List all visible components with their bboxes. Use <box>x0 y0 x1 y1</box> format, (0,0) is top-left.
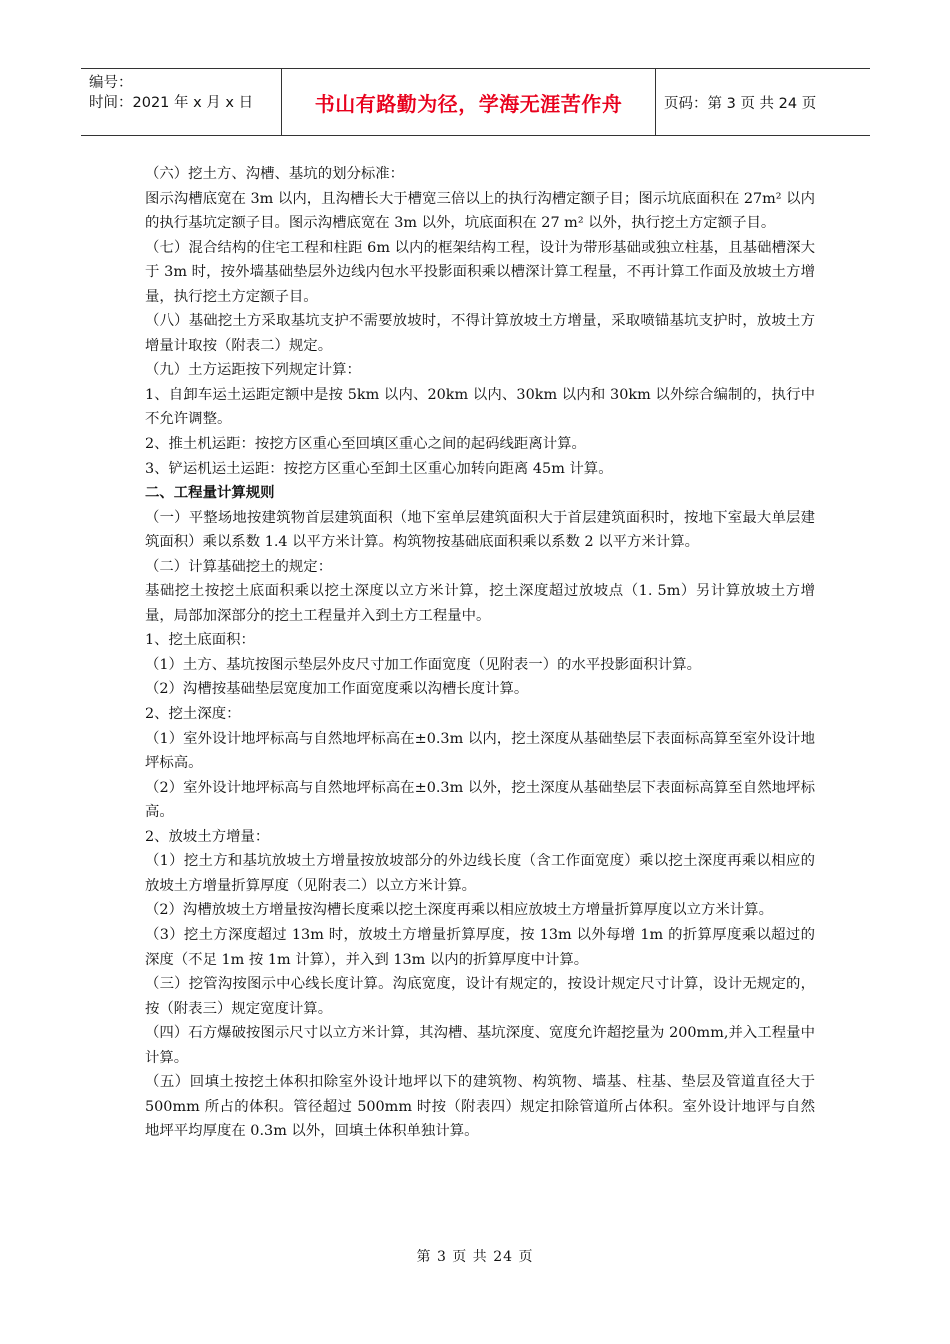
page-footer: 第 3 页 共 24 页 <box>416 1249 534 1265</box>
paragraph: （1）室外设计地坪标高与自然地坪标高在±0.3m 以内，挖土深度从基础垫层下表面标高算至室外设计地坪标高。 <box>145 730 815 772</box>
document-header <box>81 68 870 136</box>
paragraph: （3）挖土方深度超过 13m 时，放坡土方增量折算厚度，按 13m 以外每增 1m 的折算厚度乘以超过的深度（不足 1m 按 1m 计算），并入到 13m 以内的折算厚度中计算。 <box>145 926 815 968</box>
paragraph: （二）计算基础挖土的规定： <box>145 558 333 575</box>
paragraph: （一）平整场地按建筑物首层建筑面积（地下室单层建筑面积大于首层建筑面积时，按地下室最大单层建筑面积）乘以系数 1.4 以平方米计算。构筑物按基础底面积乘以系数 2 以平方米计算。 <box>145 509 815 551</box>
paragraph: 图示沟槽底宽在 3m 以内，且沟槽长大于槽宽三倍以上的执行沟槽定额子目；图示坑底面积在 27m² 以内的执行基坑定额子目。图示沟槽底宽在 3m 以外，坑底面积在 27 m² 以外，执行挖土方定额子目。 <box>145 190 815 232</box>
paragraph: （2）沟槽按基础垫层宽度加工作面宽度乘以沟槽长度计算。 <box>145 681 529 698</box>
document-number-label: 编号： <box>89 75 133 91</box>
paragraph: 2、推土机运距：按挖方区重心至回填区重心之间的起码线距离计算。 <box>145 436 586 453</box>
paragraph: （三）挖管沟按图示中心线长度计算。沟底宽度，设计有规定的，按设计规定尺寸计算，设计无规定的，按（附表三）规定宽度计算。 <box>145 976 815 1017</box>
paragraph: （八）基础挖土方采取基坑支护不需要放坡时，不得计算放坡土方增量，采取喷锚基坑支护时，放坡土方增量计取按（附表二）规定。 <box>145 313 815 354</box>
header-motto: 书山有路勤为径，学海无涯苦作舟 <box>282 69 656 135</box>
header-meta-cell <box>81 69 282 135</box>
paragraph: 3、铲运机运土运距：按挖方区重心至卸土区重心加转向距离 45m 计算。 <box>145 460 613 477</box>
paragraph: （2）室外设计地坪标高与自然地坪标高在±0.3m 以外，挖土深度从基础垫层下表面标高算至自然地坪标高。 <box>145 779 815 821</box>
paragraph: （五）回填土按挖土体积扣除室外设计地坪以下的建筑物、构筑物、墙基、柱基、垫层及管道直径大于 500mm 所占的体积。管径超过 500mm 时按（附表四）规定扣除管道所占体积。室外设计地评与自然地坪平均厚度在 0.3m 以外，回填土体积单独计算。 <box>145 1074 815 1140</box>
paragraph: （1）挖土方和基坑放坡土方增量按放坡部分的外边线长度（含工作面宽度）乘以挖土深度再乘以相应的放坡土方增量折算厚度（见附表二）以立方米计算。 <box>145 853 815 894</box>
paragraph: 2、挖土深度： <box>145 706 241 723</box>
paragraph: 1、自卸车运土运距定额中是按 5km 以内、20km 以内、30km 以内和 30km 以外综合编制的，执行中不允许调整。 <box>145 386 815 428</box>
paragraph: （1）土方、基坑按图示垫层外皮尺寸加工作面宽度（见附表一）的水平投影面积计算。 <box>145 656 702 673</box>
paragraph: （2）沟槽放坡土方增量按沟槽长度乘以挖土深度再乘以相应放坡土方增量折算厚度以立方米计算。 <box>145 902 773 919</box>
paragraph: （四）石方爆破按图示尺寸以立方米计算，其沟槽、基坑深度、宽度允许超挖量为 200mm,并入工程量中计算。 <box>145 1025 815 1066</box>
paragraph: （九）土方运距按下列规定计算： <box>145 362 361 379</box>
paragraph: （七）混合结构的住宅工程和柱距 6m 以内的框架结构工程，设计为带形基础或独立柱基，且基础槽深大于 3m 时，按外墙基础垫层外边线内包水平投影面积乘以槽深计算工程量，不再计算工作面及放坡土方增量，执行挖土方定额子目。 <box>145 239 815 305</box>
paragraph: 2、放坡土方增量： <box>145 828 270 845</box>
document-date-label: 时间：2021 年 x 月 x 日 <box>89 95 254 111</box>
document-body <box>145 162 815 1144</box>
section-heading: 二、工程量计算规则 <box>145 484 275 502</box>
header-page-label: 页码：第 3 页 共 24 页 <box>664 95 817 112</box>
paragraph: 1、挖土底面积： <box>145 632 255 649</box>
paragraph: （六）挖土方、沟槽、基坑的划分标准： <box>145 166 405 182</box>
paragraph: 基础挖土按挖土底面积乘以挖土深度以立方米计算，挖土深度超过放坡点（1. 5m）另计算放坡土方增量，局部加深部分的挖土工程量并入到土方工程量中。 <box>145 583 815 624</box>
